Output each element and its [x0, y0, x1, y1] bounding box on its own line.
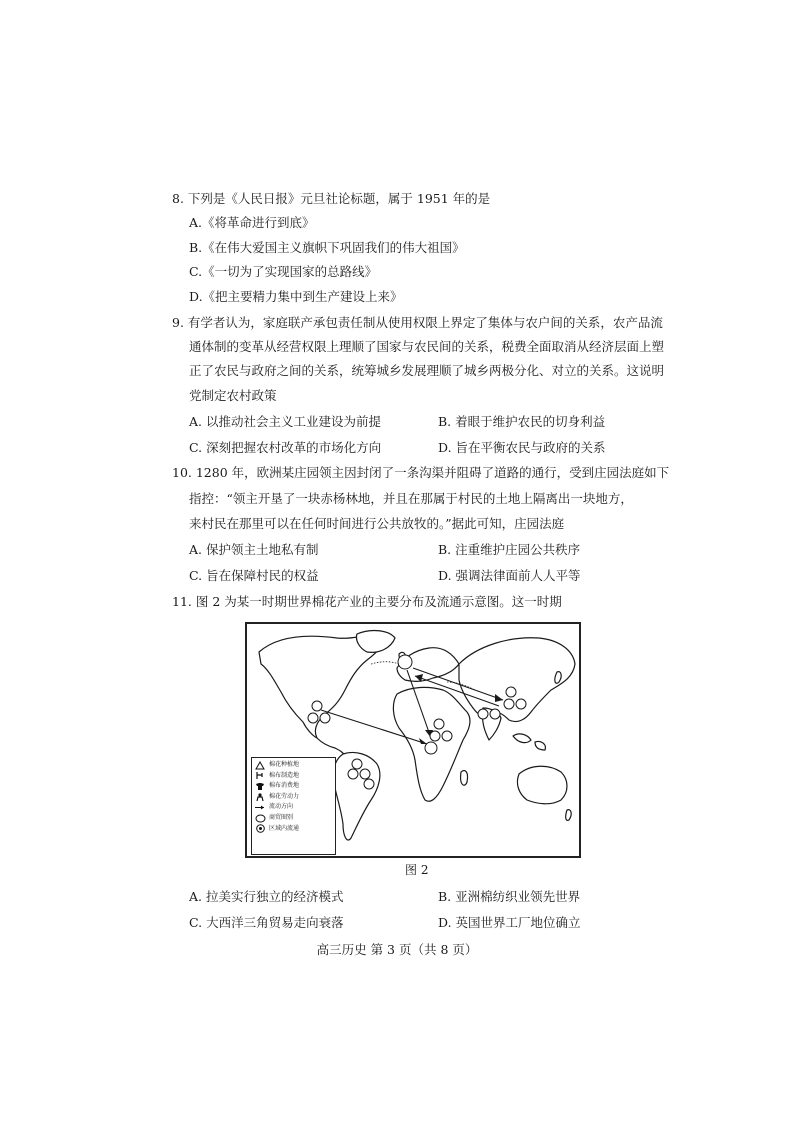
q9-option-b: B. 着眼于维护农民的切身利益 — [438, 414, 606, 429]
q10-option-c: C. 旨在保障村民的权益 — [189, 568, 319, 583]
madagascar-shape — [461, 770, 468, 785]
legend-label: 棉布制造地 — [269, 771, 300, 779]
legend-item — [254, 792, 333, 803]
legend-label: 棉布消费地 — [269, 782, 300, 790]
brazil-symbol — [364, 779, 374, 789]
legend-item — [254, 771, 333, 782]
china-factory-symbol — [516, 699, 526, 709]
q11-option-c: C. 大西洋三角贸易走向衰落 — [189, 915, 344, 930]
cloth-consumption-icon — [254, 782, 266, 791]
q11-option-d: D. 英国世界工厂地位确立 — [438, 915, 581, 930]
south-america-plantation-symbol — [348, 769, 358, 779]
india-factory-symbol — [490, 709, 500, 719]
q8-stem: 8. 下列是《人民日报》元旦社论标题，属于 1951 年的是 — [172, 191, 491, 206]
legend-label: 流动方向 — [269, 803, 294, 811]
china-plantation-symbol — [504, 699, 514, 709]
q10-option-b: B. 注重维护庄园公共秩序 — [438, 542, 581, 557]
africa-consumption-symbol — [434, 719, 444, 729]
se-asia-islands-shape — [513, 734, 545, 750]
q11-option-a: A. 拉美实行独立的经济模式 — [189, 889, 344, 904]
legend-item — [254, 813, 333, 824]
india-consumption-symbol — [506, 687, 516, 697]
australia-shape — [517, 766, 567, 804]
figure-caption: 图 2 — [405, 863, 429, 877]
new-zealand-shape — [566, 810, 571, 821]
q10-stem-line-1: 10. 1280 年，欧洲某庄园领主因封闭了一条沟渠并阻碍了道路的通行，受到庄园法庭如下 — [172, 465, 670, 480]
africa-plantation-symbol — [430, 731, 440, 741]
q11-option-b: B. 亚洲棉纺织业领先世界 — [438, 889, 581, 904]
q10-stem-line-2: 指控：“领主开垦了一块赤杨林地，并且在那属于村民的土地上隔离出一块地方， — [189, 491, 633, 506]
greenland-shape — [356, 631, 395, 653]
map-legend — [251, 757, 336, 855]
india-plantation-symbol — [478, 709, 488, 719]
q9-stem-line-2: 通体制的变革从经营权限上理顺了国家与农民间的关系，税费全面取消从经济层面上塑 — [189, 339, 665, 354]
q8-option-b: B.《在伟大爱国主义旗帜下巩固我们的伟大祖国》 — [189, 240, 465, 255]
q9-stem-line-1: 9. 有学者认为，家庭联产承包责任制从使用权限上界定了集体与农户间的关系，农产品流 — [172, 315, 663, 330]
q10-stem-line-3: 来村民在那里可以在任何时间进行公共放牧的。”据此可知，庄园法庭 — [189, 516, 565, 531]
flow-arrow-icon — [254, 803, 266, 812]
regional-circulation-icon — [254, 824, 266, 833]
q9-option-a: A. 以推动社会主义工业建设为前提 — [189, 414, 381, 429]
legend-item — [254, 802, 333, 813]
legend-label: 商贸圈别 — [269, 813, 294, 821]
south-america-factory-symbol — [360, 769, 370, 779]
world-cotton-map — [245, 622, 581, 858]
page-footer: 高三历史 第 3 页（共 8 页） — [316, 942, 478, 957]
cloth-factory-icon — [254, 771, 266, 780]
central-america-shape — [317, 738, 345, 756]
cotton-labor-icon — [254, 793, 266, 802]
q9-option-d: D. 旨在平衡农民与政府的关系 — [438, 440, 606, 455]
legend-label: 区域内流通 — [269, 824, 300, 832]
south-america-consumption-symbol — [352, 759, 362, 769]
legend-item — [254, 781, 333, 792]
q11-stem: 11. 图 2 为某一时期世界棉花产业的主要分布及流通示意图。这一时期 — [172, 594, 562, 609]
q9-stem-line-4: 党制定农村政策 — [189, 388, 277, 403]
north-america-factory-symbol — [320, 713, 330, 723]
north-america-plantation-symbol — [308, 713, 318, 723]
trade-circle-icon — [254, 814, 266, 823]
north-america-shape — [259, 636, 382, 738]
legend-item — [254, 760, 333, 771]
north-america-consumption-symbol — [312, 701, 322, 711]
q8-option-a: A.《将革命进行到底》 — [189, 215, 315, 230]
route-1 — [371, 662, 399, 664]
q10-option-d: D. 强调法律面前人人平等 — [438, 568, 581, 583]
britain-consumption-symbol — [398, 655, 412, 669]
q8-option-d: D.《把主要精力集中到生产建设上来》 — [189, 289, 403, 304]
legend-label: 棉花种植地 — [269, 761, 300, 768]
legend-label: 棉花劳动力 — [269, 792, 300, 800]
q9-option-c: C. 深刻把握农村改革的市场化方向 — [189, 440, 382, 455]
q8-option-c: C.《一切为了实现国家的总路线》 — [189, 264, 378, 279]
q9-stem-line-3: 正了农民与政府之间的关系，统筹城乡发展理顺了城乡两极分化、对立的关系。这说明 — [189, 363, 665, 378]
q10-option-a: A. 保护领主土地私有制 — [189, 542, 319, 557]
africa-labor-symbol — [425, 742, 437, 754]
africa-factory-symbol — [442, 731, 452, 741]
cotton-plantation-icon — [254, 761, 266, 770]
legend-item — [254, 824, 333, 835]
